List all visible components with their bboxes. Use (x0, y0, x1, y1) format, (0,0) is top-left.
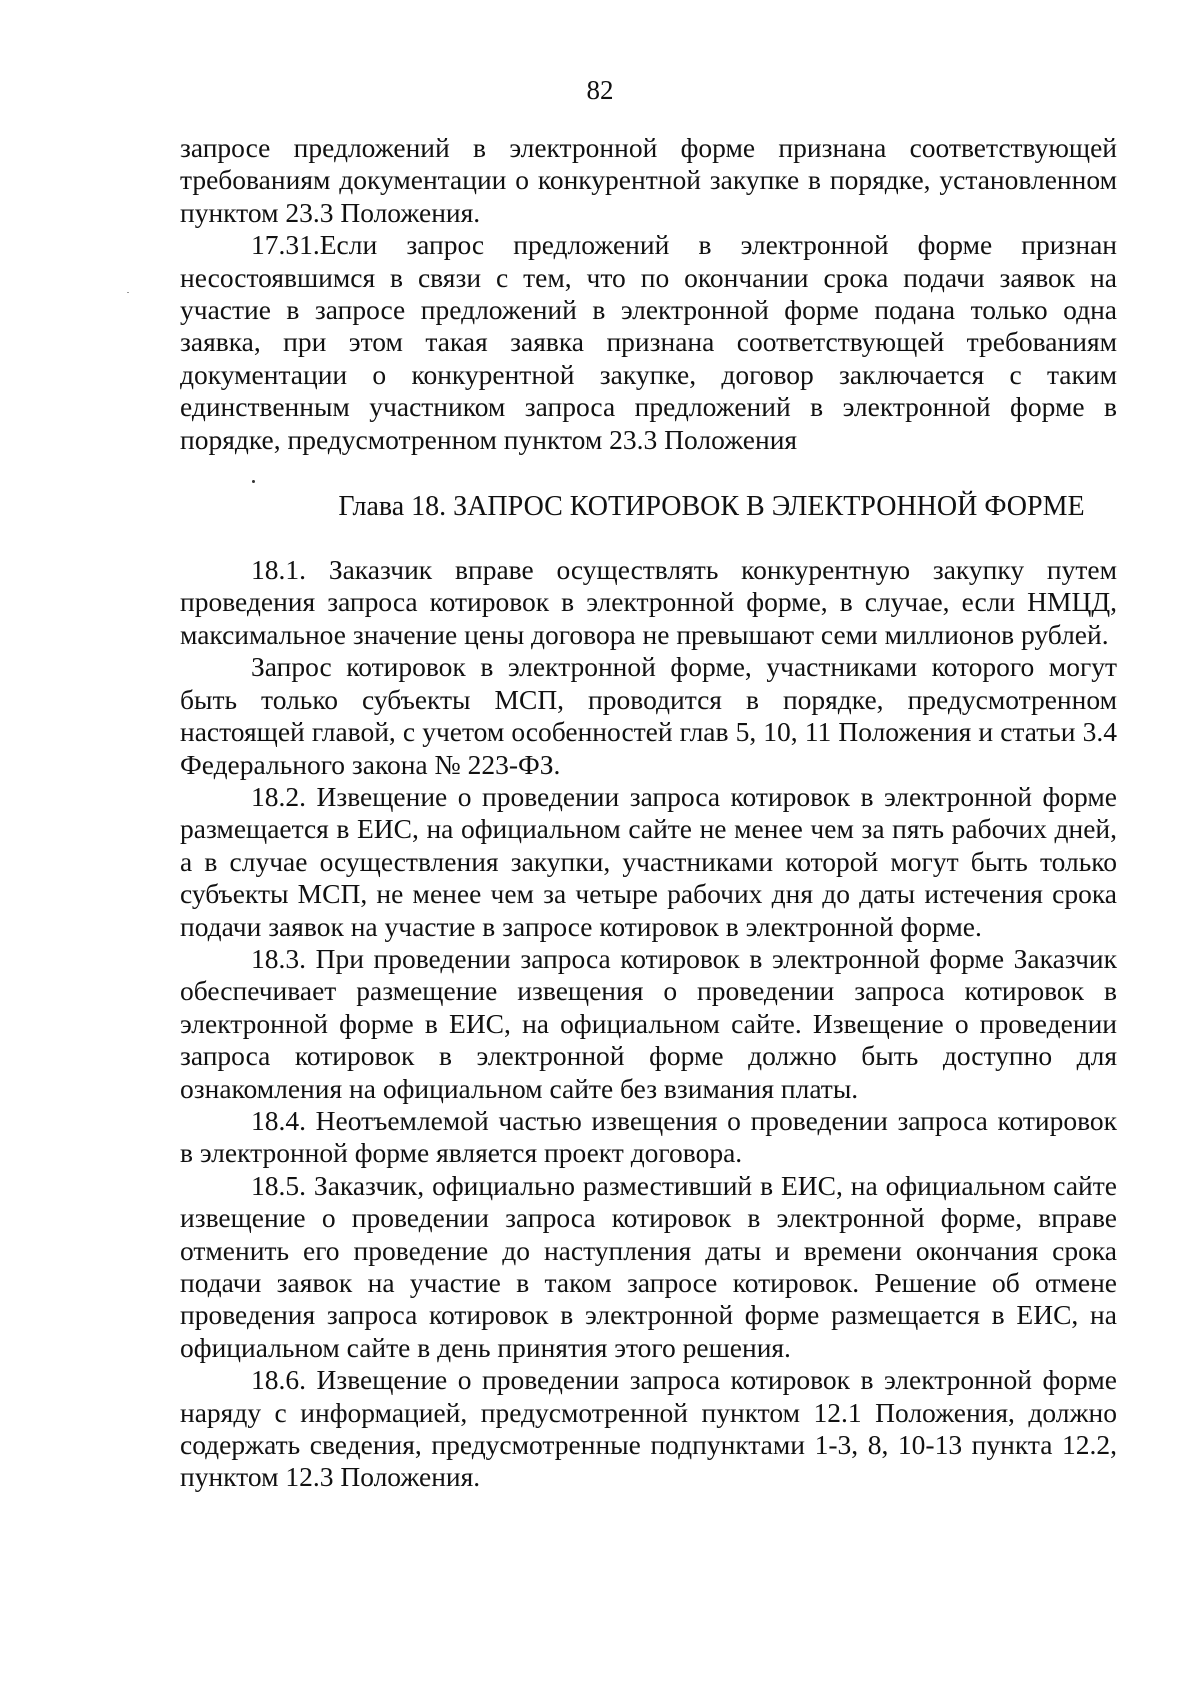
scan-artifact-mark (127, 292, 129, 293)
stray-dot-mark (252, 480, 255, 483)
paragraph: 18.4. Неотъемлемой частью извещения о проведении запроса котировок в электронной форме является проект договора. (180, 1104, 1117, 1169)
paragraph: Запрос котировок в электронной форме, участниками которого могут быть только субъекты МСП, проводится в порядке, предусмотренном настоящей главой, с учетом особенностей глав 5, 10, 11 Положения и статьи 3.4 Федерального закона № 223-ФЗ. (180, 651, 1117, 780)
section-18 (180, 554, 1117, 1494)
paragraph: 18.1. Заказчик вправе осуществлять конкурентную закупку путем проведения запроса котировок в электронной форме, в случае, если НМЦД, максимальное значение цены договора не превышают семи миллионов рублей. (180, 554, 1117, 650)
paragraph: запросе предложений в электронной форме признана соответствующей требованиям документации о конкурентной закупке в порядке, установленном пунктом 23.3 Положения. (180, 132, 1117, 228)
paragraph: 18.3. При проведении запроса котировок в электронной форме Заказчик обеспечивает размещение извещения о проведении запроса котировок в электронной форме в ЕИС, на официальном сайте. Извещение о проведении запроса котировок в электронной форме должно быть доступно для ознакомления на официальном сайте без взимания платы. (180, 942, 1117, 1104)
chapter-heading: Глава 18. ЗАПРОС КОТИРОВОК В ЭЛЕКТРОННОЙ ФОРМЕ (338, 491, 1085, 523)
page-number: 82 (586, 75, 614, 105)
paragraph: 18.5. Заказчик, официально разместивший в ЕИС, на официальном сайте извещение о проведении запроса котировок в электронной форме, вправе отменить его проведение до наступления даты и времени окончания срока подачи заявок на участие в таком запросе котировок. Решение об отмене проведения запроса котировок в электронной форме размещается в ЕИС, на официальном сайте в день принятия этого решения. (180, 1169, 1117, 1363)
document-body (180, 132, 1117, 1494)
paragraph: 18.6. Извещение о проведении запроса котировок в электронной форме наряду с информацией, предусмотренной пунктом 12.1 Положения, должно содержать сведения, предусмотренные подпунктами 1-3, 8, 10-13 пункта 12.2, пунктом 12.3 Положения. (180, 1364, 1117, 1493)
paragraph: 17.31.Если запрос предложений в электронной форме признан несостоявшимся в связи с тем, что по окончании срока подачи заявок на участие в запросе предложений в электронной форме подана только одна заявка, при этом такая заявка признана соответствующей требованиям документации о конкурентной закупке, договор заключается с таким единственным участником запроса предложений в электронной форме в порядке, предусмотренном пунктом 23.3 Положения (180, 229, 1117, 455)
paragraph: 18.2. Извещение о проведении запроса котировок в электронной форме размещается в ЕИС, на официальном сайте не менее чем за пять рабочих дней, а в случае осуществления закупки, участниками которой могут быть только субъекты МСП, не менее чем за четыре рабочих дня до даты истечения срока подачи заявок на участие в запросе котировок в электронной форме. (180, 780, 1117, 942)
section-17-tail (180, 132, 1117, 456)
